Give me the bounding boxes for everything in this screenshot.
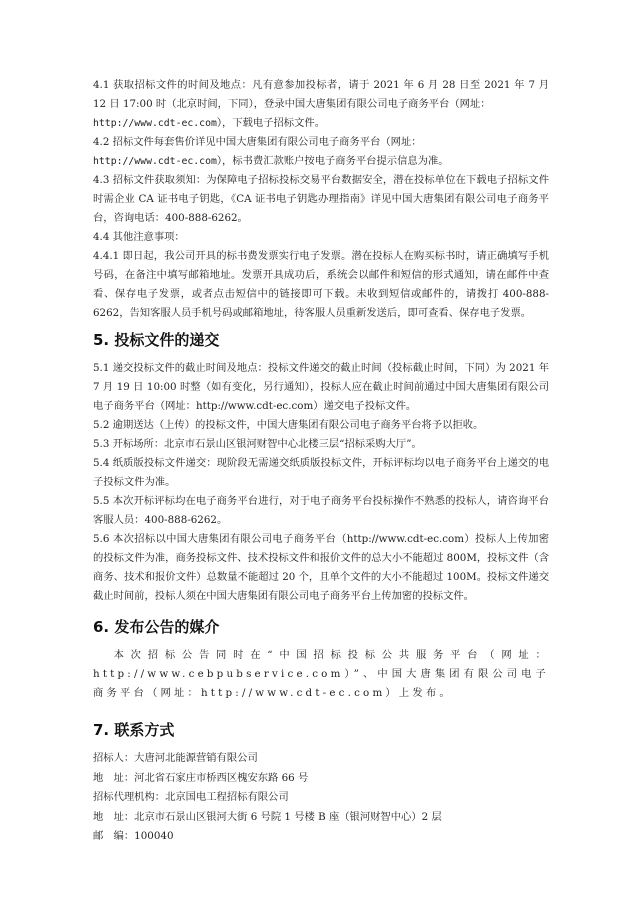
section-7-heading: 7. 联系方式 [93,721,175,739]
clause-5-4: 5.4 纸质版投标文件递交：现阶段无需递交纸质版投标文件，开标评标均以电子商务平台上递交的电子投标文件为准。 [93,457,549,488]
contact-postcode: 邮 编：100040 [93,830,174,842]
clause-4-1-url: http://www.cdt-ec.com [93,118,217,129]
clause-4-4: 4.4 其他注意事项： [93,231,185,243]
clause-6-1: 本次招标公告同时在“中国招标投标公共服务平台（网址：http://www.cebpubservice.com）”、中国大唐集团有限公司电子商务平台（网址：http://www.cdt-ec.com）上发布。 [93,649,549,699]
contact-block [93,749,549,847]
contact-tenderer: 招标人：大唐河北能源营销有限公司 [93,752,258,764]
section-5-heading: 5. 投标文件的递交 [93,331,220,349]
clause-5-2: 5.2 逾期送达（上传）的投标文件，中国大唐集团有限公司电子商务平台将予以拒收。 [93,419,484,431]
clause-4-2-tail: ），标书费汇款账户按电子商务平台提示信息为准。 [216,155,449,167]
clause-4-1-tail: ），下载电子招标文件。 [216,117,325,129]
clause-4-2-text: 4.2 招标文件每套售价详见中国大唐集团有限公司电子商务平台（网址： [93,136,422,148]
clause-5-5: 5.5 本次开标评标均在电子商务平台进行，对于电子商务平台投标操作不熟悉的投标人，请咨询平台客服人员：400-888-6262。 [93,495,549,526]
clause-4-2 [93,133,549,171]
clause-5-1: 5.1 递交投标文件的截止时间及地点：投标文件递交的截止时间（投标截止时间，下同）为 2021 年 7 月 19 日 10:00 时整（如有变化，另行通知），投标人应在截止时间前通过中国大唐集团有限公司电子商务平台（网址：http://www.cdt-ec.com）递交电子投标文件。 [93,362,549,412]
clause-5-6: 5.6 本次招标以中国大唐集团有限公司电子商务平台（http://www.cdt-ec.com）投标人上传加密的投标文件为准，商务投标文件、技术投标文件和报价文件的总大小不能超过 800M，投标文件（含商务、技术和报价文件）总数量不能超过 20 个，且单个文件的大小不能超过 100M。投标文件递交截止时间前，投标人须在中国大唐集团有限公司电子商务平台上传加密的投标文件。 [93,533,549,602]
clause-4-2-url: http://www.cdt-ec.com [93,156,217,167]
document-page [93,76,549,847]
contact-agency-address: 地 址：北京市石景山区银河大街 6 号院 1 号楼 B 座（银河财智中心）2 层 [93,810,442,823]
contact-tenderer-address: 地 址：河北省石家庄市桥西区槐安东路 66 号 [93,771,309,784]
clause-4-4-1: 4.4.1 即日起，我公司开具的标书费发票实行电子发票。潜在投标人在购买标书时，请正确填写手机号码，在备注中填写邮箱地址。发票开具成功后，系统会以邮件和短信的形式通知，请在邮件中查看、保存电子发票，或者点击短信中的链接即可下载。未收到短信或邮件的，请拨打 400-888-6262，告知客服人员手机号码或邮箱地址，待客服人员重新发送后，即可查看、保存电子发票。 [93,250,549,319]
contact-agency: 招标代理机构：北京国电工程招标有限公司 [93,791,289,803]
clause-4-3: 4.3 招标文件获取须知：为保障电子招标投标交易平台数据安全，潜在投标单位在下载电子招标文件时需企业 CA 证书电子钥匙，《CA 证书电子钥匙办理指南》详见中国大唐集团有限公司电子商务平台，咨询电话：400-888-6262。 [93,174,549,224]
section-6-heading: 6. 发布公告的媒介 [93,618,220,636]
clause-4-1 [93,76,549,133]
clause-4-1-text: 4.1 获取招标文件的时间及地点：凡有意参加投标者，请于 2021 年 6 月 28 日至 2021 年 7 月 12 日 17:00 时（北京时间，下同），登录中国大唐集团有限公司电子商务平台（网址： [93,79,549,110]
clause-5-3: 5.3 开标场所：北京市石景山区银河财智中心北楼三层“招标采购大厅”。 [93,438,422,450]
